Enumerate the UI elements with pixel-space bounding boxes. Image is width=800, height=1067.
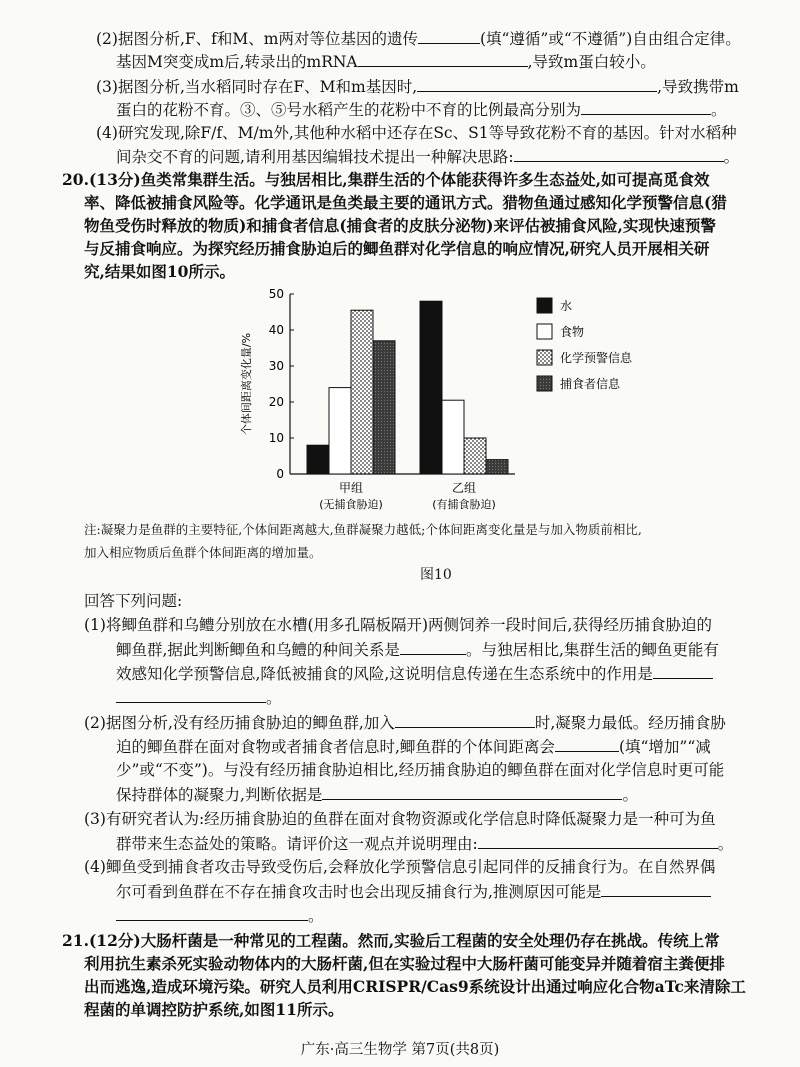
page-footer: 广东·高三生物学 第7页(共8页) [300,1042,500,1058]
answer-blank[interactable] [395,712,535,728]
legend-label: 捕食者信息 [560,377,621,391]
q20-part4-line2: 尔可看到鱼群在不存在捕食攻击时也会出现反捕食行为,推测原因可能是 [116,881,711,902]
answer-blank[interactable] [418,28,480,44]
q20-part1-line3: 效感知化学预警信息,降低被捕食的风险,这说明信息传递在生态系统中的作用是 [116,663,713,684]
legend-swatch [537,376,552,391]
legend-swatch [537,298,552,313]
q20-part3-line2: 群带来生态益处的策略。请评价这一观点并说明理由: 。 [116,835,734,853]
legend-swatch [537,350,552,365]
figure-label: 图10 [420,567,452,583]
bar-group-a-3 [351,310,373,474]
q20-part4-line3: 。 [116,905,324,926]
y-tick-label: 0 [276,467,284,481]
legend-swatch [537,324,552,339]
y-tick-label: 40 [268,323,284,337]
q20-part1-line1: (1)将鲫鱼群和乌鳢分别放在水槽(用多孔隔板隔开)两侧饲养一段时间后,获得经历捕食胁迫的 [84,616,712,634]
q20-intro-line1: 20.(13分)鱼类常集群生活。与独居相比,集群生活的个体能获得许多生态益处,如可提高觅食效 [62,170,710,189]
category-label: 乙组 [451,481,477,495]
figure-10-bar-chart [230,282,670,522]
q19-part2-line1: (2)据图分析,F、f和M、m两对等位基因的遗传 (填“遵循”或“不遵循”)自由组合定律。 [96,30,741,48]
q20-part1-line2: 鲫鱼群,据此判断鲫鱼和乌鳢的种间关系是 。与独居相比,集群生活的鲫鱼更能有 [116,641,719,659]
y-axis-label: 个体间距离变化量/% [240,332,253,436]
answer-blank[interactable] [478,833,718,849]
answer-blank[interactable] [358,51,528,67]
q20-intro-line2: 率、降低被捕食风险等。化学通讯是鱼类最主要的通讯方式。猎物鱼通过感知化学预警信息(猎 [84,193,727,212]
category-sublabel: (无捕食胁迫) [319,498,383,511]
q20-part2-line4: 保持群体的凝聚力,判断依据是 。 [116,786,638,804]
q19-part4-line2: 间杂交不育的问题,请利用基因编辑技术提出一种解决思路: 。 [116,148,740,166]
figure-note-line1: 注:凝聚力是鱼群的主要特征,个体间距离越大,鱼群凝聚力越低;个体间距离变化量是与加入物质前相比, [84,522,642,537]
y-tick-label: 50 [268,287,284,301]
bar-group-b-4 [486,460,508,474]
bar-group-b-1 [420,301,442,474]
q21-line4: 程菌的单调控防护系统,如图11所示。 [84,1000,344,1019]
answer-blank[interactable] [400,639,466,655]
legend-label: 食物 [560,325,585,339]
q21-line1: 21.(12分)大肠杆菌是一种常见的工程菌。然而,实验后工程菌的安全处理仍存在挑战。传统上常 [62,931,720,950]
bar-group-a-2 [329,388,351,474]
legend-label: 水 [560,299,573,313]
answer-blank[interactable] [514,146,724,162]
answer-blank[interactable] [116,905,308,921]
q19-part3-line1: (3)据图分析,当水稻同时存在F、M和m基因时, ,导致携带m [96,78,739,96]
answer-blank[interactable] [555,736,619,752]
answer-blank[interactable] [322,784,622,800]
q19-part3-line2: 蛋白的花粉不育。③、⑤号水稻产生的花粉中不育的比例最高分别为 。 [116,101,727,119]
q20-part4-line1: (4)鲫鱼受到捕食者攻击导致受伤后,会释放化学预警信息引起同伴的反捕食行为。在自然界偶 [84,858,716,876]
answer-blank[interactable] [581,99,711,115]
q20-part1-line4: 。 [116,687,282,708]
q21-line2: 利用抗生素杀死实验动物体内的大肠杆菌,但在实验过程中大肠杆菌可能变异并随着宿主粪便排 [84,954,725,973]
q20-part2-line3: 少”或“不变”)。与没有经历捕食胁迫相比,经历捕食胁迫的鲫鱼群在面对化学信息时更可能 [116,761,725,779]
bar-group-a-1 [307,445,329,474]
q20-intro-line3: 物鱼受伤时释放的物质)和捕食者信息(捕食者的皮肤分泌物)来评估被捕食风险,实现快速预警 [84,216,716,235]
y-tick-label: 10 [268,431,284,445]
answer-blank[interactable] [116,687,266,703]
answer-blank[interactable] [601,881,711,897]
q20-part2-line2: 迫的鲫鱼群在面对食物或者捕食者信息时,鲫鱼群的个体间距离会 (填“增加”“减 [116,738,711,756]
answer-blank[interactable] [653,663,713,679]
bar-group-b-3 [464,438,486,474]
q20-part3-line1: (3)有研究者认为:经历捕食胁迫的鱼群在面对食物资源或化学信息时降低凝聚力是一种可为鱼 [84,810,716,828]
q20-part2-line1: (2)据图分析,没有经历捕食胁迫的鲫鱼群,加入 时,凝聚力最低。经历捕食胁 [84,714,726,732]
bar-group-b-2 [442,400,464,474]
q20-intro-line5: 究,结果如图10所示。 [84,262,235,281]
y-tick-label: 20 [268,395,284,409]
q19-part2-line2: 基因M突变成m后,转录出的mRNA ,导致m蛋白较小。 [116,53,656,71]
q21-line3: 出而逃逸,造成环境污染。研究人员利用CRISPR/Cas9系统设计出通过响应化合物aTc来清除工 [84,977,746,996]
category-sublabel: (有捕食胁迫) [432,498,496,511]
category-label: 甲组 [338,481,364,495]
answer-prompt: 回答下列问题: [84,592,183,610]
q20-intro-line4: 与反捕食响应。为探究经历捕食胁迫后的鲫鱼群对化学信息的响应情况,研究人员开展相关研 [84,239,710,258]
legend-label: 化学预警信息 [560,351,633,365]
answer-blank[interactable] [417,76,657,92]
q19-part4-line1: (4)研究发现,除F/f、M/m外,其他种水稻中还存在Sc、S1等导致花粉不育的基因。针对水稻种 [96,124,737,142]
figure-note-line2: 加入相应物质后鱼群个体间距离的增加量。 [84,545,322,560]
y-tick-label: 30 [268,359,284,373]
bar-group-a-4 [373,341,395,474]
